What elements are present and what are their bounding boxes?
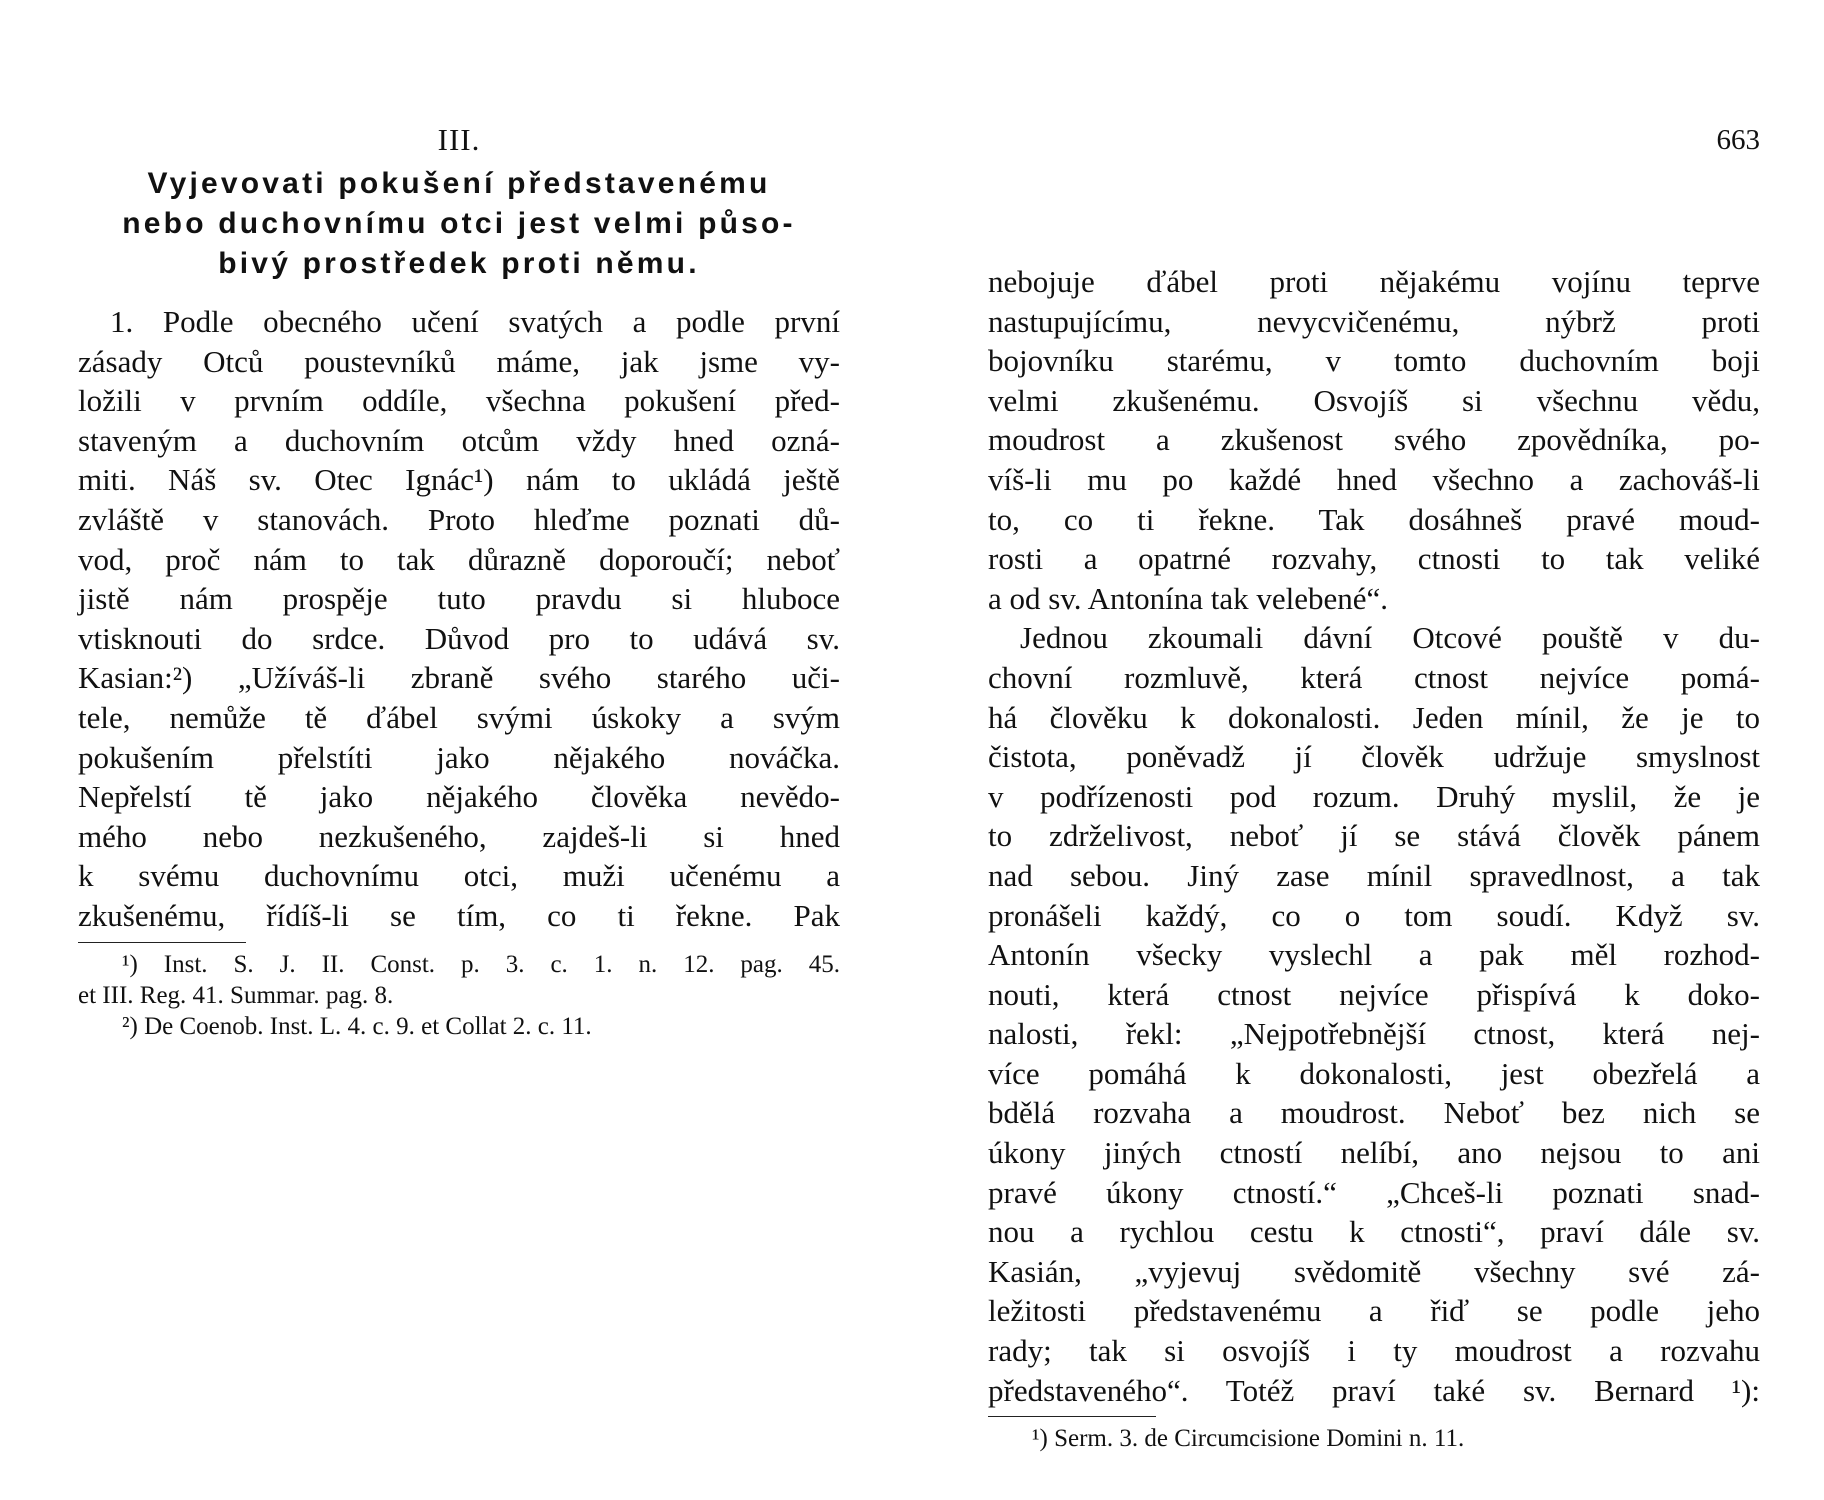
text-line: vod, proč nám to tak důrazně doporoučí; neboť — [78, 541, 840, 577]
left-body-text — [78, 302, 840, 936]
text-line: představeného“. Totéž praví také sv. Bernard ¹): — [988, 1372, 1760, 1408]
text-line: pokušením přelstíti jako nějakého nováčka. — [78, 739, 840, 775]
right-body-text — [988, 262, 1760, 1410]
footnote-divider — [988, 1416, 1156, 1417]
text-line: čistota, poněvadž jí člověk udržuje smyslnost — [988, 739, 1760, 775]
text-line: víš-li mu po každé hned všechno a zachováš-li — [988, 461, 1760, 497]
text-line: k svému duchovnímu otci, muži učenému a — [78, 858, 840, 894]
text-line: nastupujícímu, nevycvičenému, nýbrž proti — [988, 303, 1760, 339]
text-line: tele, nemůže tě ďábel svými úskoky a svým — [78, 699, 840, 735]
text-line: a od sv. Antonína tak velebené“. — [988, 580, 1389, 616]
text-line: chovní rozmluvě, která ctnost nejvíce pomá- — [988, 659, 1760, 695]
text-line: Jednou zkoumali dávní Otcové pouště v du- — [1020, 620, 1760, 656]
text-line: velmi zkušenému. Osvojíš si všechnu vědu, — [988, 382, 1760, 418]
right-footnotes — [988, 1423, 1760, 1454]
footnote-divider — [78, 942, 246, 943]
text-line: bojovníku starému, v tomto duchovním boji — [988, 343, 1760, 379]
text-line: nebojuje ďábel proti nějakému vojínu teprve — [988, 264, 1760, 299]
text-line: úkony jiných ctností nelíbí, ano nejsou to ani — [988, 1135, 1760, 1171]
left-footnotes — [78, 949, 840, 1042]
footnote: ²) De Coenob. Inst. L. 4. c. 9. et Collat 2. c. 11. — [122, 1012, 592, 1040]
text-line: zásady Otců poustevníků máme, jak jsme vy- — [78, 343, 840, 379]
text-line: vtisknouti do srdce. Důvod pro to udává sv. — [78, 620, 840, 656]
text-line: nalosti, řekl: „Nejpotřebnější ctnost, která nej- — [988, 1016, 1760, 1052]
text-line: há člověku k dokonalosti. Jeden mínil, že je to — [988, 699, 1760, 735]
text-line: zvláště v stanovách. Proto hleďme poznati dů- — [78, 501, 840, 537]
text-line: Antonín všecky vyslechl a pak měl rozhod- — [988, 937, 1760, 973]
text-line: ložili v prvním oddíle, všechna pokušení před- — [78, 383, 840, 419]
text-line: miti. Náš sv. Otec Ignác¹) nám to ukládá ještě — [78, 462, 840, 498]
text-line: staveným a duchovním otcům vždy hned ozná- — [78, 422, 840, 458]
text-line: ležitosti představenému a řiď se podle jeho — [988, 1293, 1760, 1329]
text-line: více pomáhá k dokonalosti, jest obezřelá a — [988, 1055, 1760, 1091]
footnote: ¹) Serm. 3. de Circumcisione Domini n. 11. — [1032, 1425, 1465, 1453]
text-line: to, co ti řekne. Tak dosáhneš pravé moud- — [988, 501, 1760, 537]
text-line: moudrost a zkušenost svého zpovědníka, po- — [988, 422, 1760, 458]
text-line: to zdrželivost, neboť jí se stává člověk pánem — [988, 818, 1760, 854]
text-line: mého nebo nezkušeného, zajdeš-li si hned — [78, 818, 840, 854]
chapter-title — [78, 164, 840, 284]
text-line: pronášeli každý, co o tom soudí. Když sv. — [988, 897, 1760, 933]
text-line: Nepřelstí tě jako nějakého člověka nevědo- — [78, 779, 840, 815]
right-page — [988, 118, 1760, 1454]
text-line: nou a rychlou cestu k ctnosti“, praví dále sv. — [988, 1214, 1760, 1250]
text-line: bdělá rozvaha a moudrost. Neboť bez nich se — [988, 1095, 1760, 1131]
text-line: zkušenému, řídíš-li se tím, co ti řekne. Pak — [78, 897, 840, 933]
page-number: 663 — [1716, 124, 1760, 156]
text-line: rady; tak si osvojíš i ty moudrost a rozvahu — [988, 1333, 1760, 1369]
text-line: nouti, která ctnost nejvíce přispívá k doko- — [988, 976, 1760, 1012]
chapter-number: III. — [437, 122, 481, 157]
footnote: et III. Reg. 41. Summar. pag. 8. — [78, 981, 394, 1009]
text-line: v podřízenosti pod rozum. Druhý myslil, že je — [988, 778, 1760, 814]
text-line: Kasián, „vyjevuj svědomitě všechny své zá- — [988, 1253, 1760, 1289]
text-line: rosti a opatrné rozvahy, ctnosti to tak veliké — [988, 541, 1760, 577]
chapter-title-line: bivý prostředek proti němu. — [218, 247, 700, 280]
text-line: 1. Podle obecného učení svatých a podle první — [110, 304, 840, 339]
text-line: jistě nám prospěje tuto pravdu si hluboce — [78, 581, 840, 617]
footnote: ¹) Inst. S. J. II. Const. p. 3. c. 1. n. 12. pag. 45. — [122, 950, 840, 978]
chapter-title-line: nebo duchovnímu otci jest velmi půso- — [122, 207, 796, 240]
left-page — [78, 118, 840, 1042]
text-line: Kasian:²) „Užíváš-li zbraně svého starého uči- — [78, 660, 840, 696]
text-line: nad sebou. Jiný zase mínil spravedlnost, a tak — [988, 857, 1760, 893]
chapter-title-line: Vyjevovati pokušení představenému — [147, 167, 771, 200]
text-line: pravé úkony ctností.“ „Chceš-li poznati snad- — [988, 1174, 1760, 1210]
